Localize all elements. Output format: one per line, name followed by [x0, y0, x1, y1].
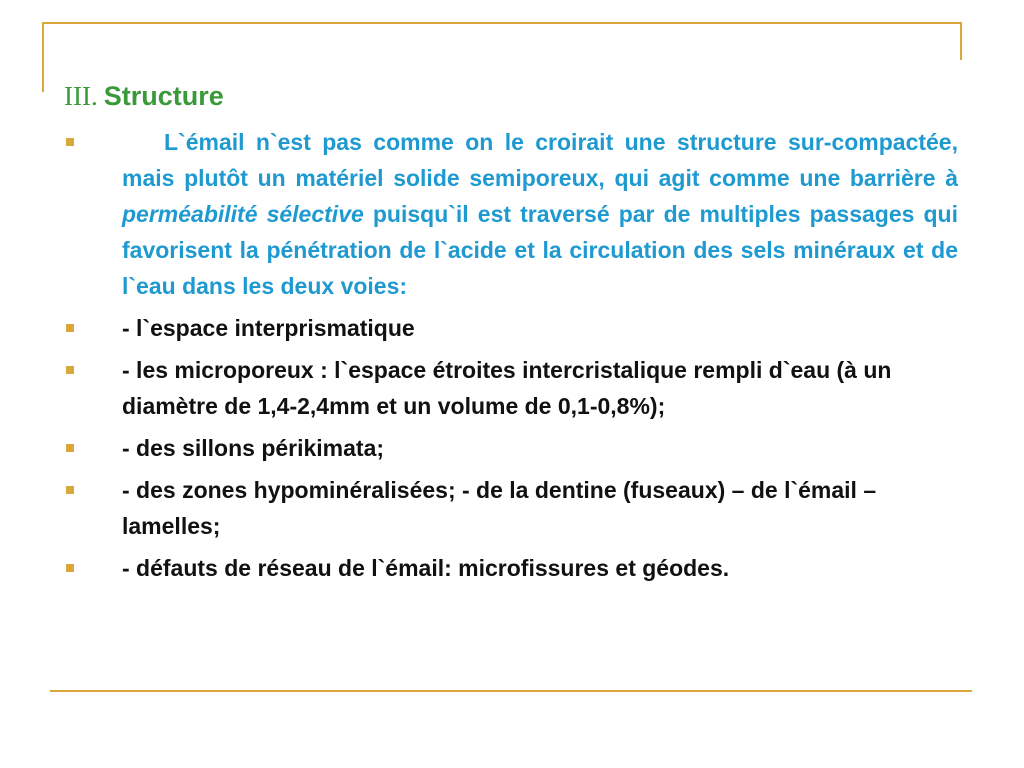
slide-title [64, 78, 224, 114]
frame-right-line [960, 22, 962, 60]
list-item [66, 352, 958, 424]
title-numeral: III. [64, 81, 98, 111]
paragraph-part2: puisqu`il est traversé par de multiples passages qui favorisent la pénétration de l`acide et la circulation des sels minéraux et de l`eau dans les deux voies: [122, 201, 958, 299]
paragraph-part1: L`émail n`est pas comme on le croirait une structure sur-compactée, mais plutôt un matériel solide semiporeux, qui agit comme une barrière à [122, 129, 958, 191]
list-item [66, 550, 958, 586]
list-item-text: - défauts de réseau de l`émail: microfissures et géodes. [122, 555, 730, 581]
bullet-square-icon [66, 324, 74, 332]
bullet-square-icon [66, 138, 74, 146]
list-item-text: - les microporeux : l`espace étroites intercristalique rempli d`eau (à un diamètre de 1,4-2,4mm et un volume de 0,1-0,8%); [122, 357, 892, 419]
frame-bottom-line [50, 690, 972, 692]
paragraph-emphasis: perméabilité sélective [122, 201, 364, 227]
bullet-square-icon [66, 444, 74, 452]
frame-left-line [42, 22, 44, 92]
intro-paragraph [122, 124, 958, 304]
list-item [66, 430, 958, 466]
bullet-square-icon [66, 486, 74, 494]
list-item [66, 472, 958, 544]
frame-top-line [42, 22, 962, 24]
bullet-square-icon [66, 366, 74, 374]
list-item [66, 124, 958, 304]
list-item-text: - des sillons périkimata; [122, 435, 385, 461]
list-item [66, 310, 958, 346]
list-item-text: - l`espace interprismatique [122, 315, 415, 341]
bullet-list [66, 124, 958, 592]
title-text: Structure [103, 81, 224, 111]
bullet-square-icon [66, 564, 74, 572]
list-item-text: - des zones hypominéralisées; - de la dentine (fuseaux) – de l`émail –lamelles; [122, 477, 877, 539]
